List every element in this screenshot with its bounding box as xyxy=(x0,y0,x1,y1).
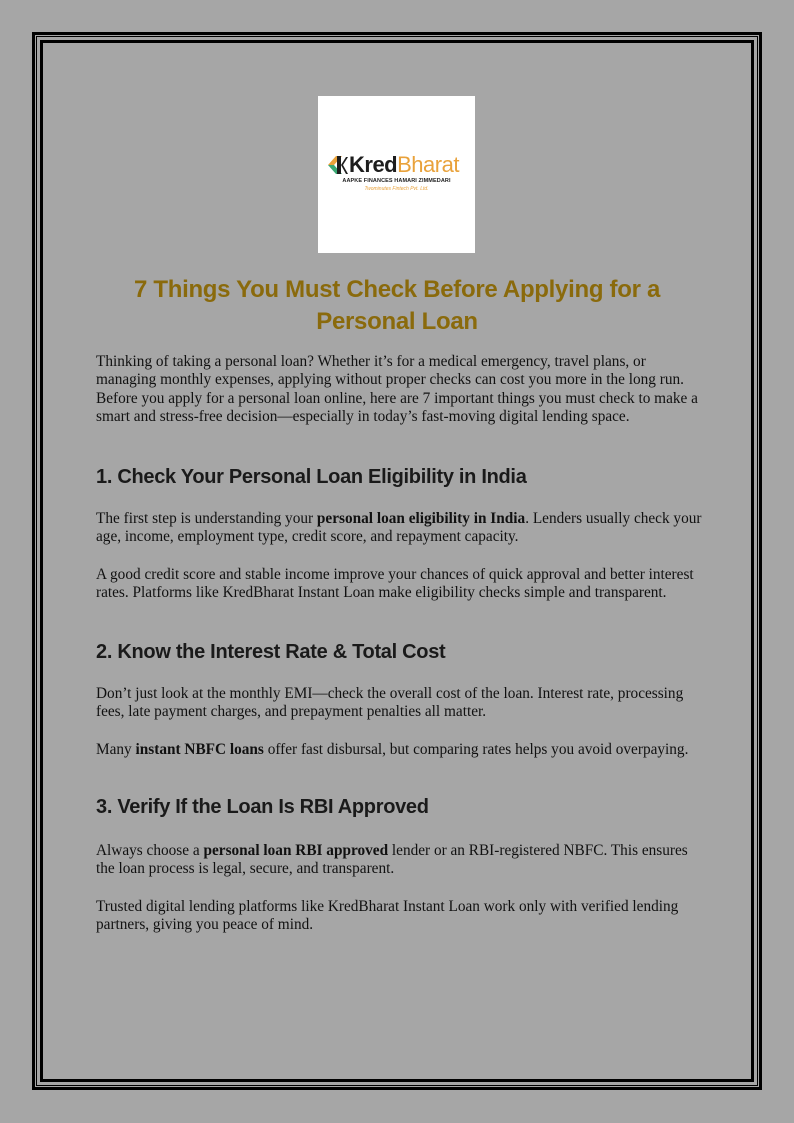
k-mark-icon xyxy=(328,154,348,176)
intro-paragraph: Thinking of taking a personal loan? Whether it’s for a medical emergency, travel plans, or managing monthly expenses, applying without proper checks can cost you more in the long run. Before you apply for a personal loan online, here are 7 important things you must check to make a smart and stress-free decision—especially in today’s fast-moving digital lending space. xyxy=(96,353,698,426)
section-3-paragraph-2: Trusted digital lending platforms like KredBharat Instant Loan work only with verified lending partners, giving you peace of mind. xyxy=(96,898,679,934)
section-3-p1-bold: personal loan RBI approved xyxy=(203,842,389,859)
section-2-p2-text-end: offer fast disbursal, but comparing rates helps you avoid overpaying. xyxy=(263,741,689,758)
section-2-heading: 2. Know the Interest Rate & Total Cost xyxy=(96,641,446,663)
logo-brand-kred: Kred xyxy=(349,152,398,177)
logo-tagline: AAPKE FINANCES HAMARI ZIMMEDARI xyxy=(342,178,451,184)
logo-company-name: Twominutes Fintech Pvt. Ltd. xyxy=(364,186,429,192)
section-1-heading: 1. Check Your Personal Loan Eligibility in India xyxy=(96,466,527,488)
section-3-p1-text: Always choose a xyxy=(96,842,204,859)
section-1-p1-text-end: . Lenders usually check your age, income, employment type, credit score, and repayment capacity. xyxy=(96,510,702,546)
logo-brand-bharat: Bharat xyxy=(397,152,459,177)
logo-wordmark xyxy=(328,153,459,177)
section-2-paragraph-2 xyxy=(96,741,706,759)
section-1-p1-bold: personal loan eligibility in India xyxy=(316,510,526,527)
section-3-heading: 3. Verify If the Loan Is RBI Approved xyxy=(96,796,429,818)
section-3-p1-text-end: lender or an RBI-registered NBFC. This ensures the loan process is legal, secure, and transparent. xyxy=(96,842,688,878)
logo-brand-text xyxy=(349,153,459,177)
section-1-p1-text: The first step is understanding your xyxy=(96,510,317,527)
section-2-paragraph-1: Don’t just look at the monthly EMI—check the overall cost of the loan. Interest rate, processing fees, late payment charges, and prepayment penalties all matter. xyxy=(96,685,684,721)
section-3-paragraph-1 xyxy=(96,842,706,879)
section-1-paragraph-2: A good credit score and stable income improve your chances of quick approval and better interest rates. Platforms like KredBharat Instant Loan make eligibility checks simple and transparent. xyxy=(96,566,694,602)
section-2-p2-bold: instant NBFC loans xyxy=(135,741,264,758)
kredbharat-logo xyxy=(318,96,475,253)
section-2-p2-text: Many xyxy=(96,741,136,758)
document-title: 7 Things You Must Check Before Applying for a Personal Loan xyxy=(133,276,661,335)
section-1-paragraph-1 xyxy=(96,510,706,547)
